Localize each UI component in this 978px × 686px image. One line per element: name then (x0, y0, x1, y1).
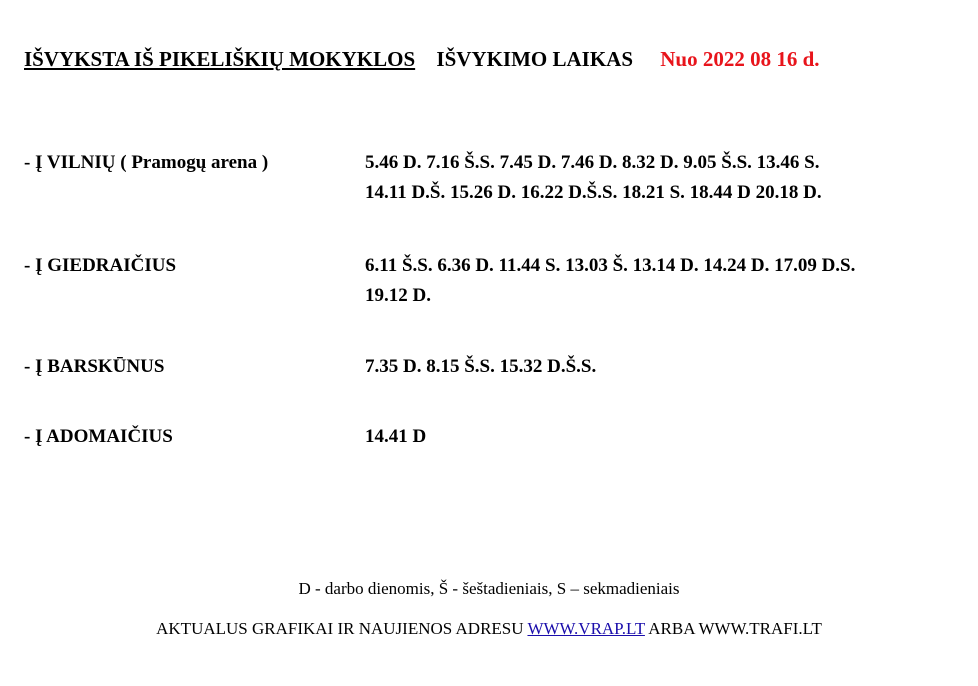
footer-note (0, 618, 978, 640)
route-destination: - Į BARSKŪNUS (24, 356, 165, 377)
vrap-link[interactable]: WWW.VRAP.LT (527, 619, 645, 638)
valid-from-date: Nuo 2022 08 16 d. (660, 47, 820, 71)
day-legend: D - darbo dienomis, Š - šeštadieniais, S – sekmadieniais (298, 579, 680, 598)
route-times-line: 6.11 Š.S. 6.36 D. 11.44 S. 13.03 Š. 13.14 D. 14.24 D. 17.09 D.S. (365, 255, 856, 276)
route-destination: - Į GIEDRAIČIUS (24, 255, 177, 276)
departure-title: IŠVYKSTA IŠ PIKELIŠKIŲ MOKYKLOS (24, 47, 416, 71)
route-times-line: 5.46 D. 7.16 Š.S. 7.45 D. 7.46 D. 8.32 D. 9.05 Š.S. 13.46 S. (365, 152, 820, 173)
route-times (365, 148, 940, 208)
route-times-line: 14.11 D.Š. 15.26 D. 16.22 D.Š.S. 18.21 S. 18.44 D 20.18 D. (365, 182, 822, 203)
route-times-line: 7.35 D. 8.15 Š.S. 15.32 D.Š.S. (365, 356, 597, 377)
route-destination: - Į VILNIŲ ( Pramogų arena ) (24, 152, 269, 173)
route-destination: - Į ADOMAIČIUS (24, 426, 173, 447)
route-times-line: 19.12 D. (365, 285, 431, 306)
route-times (365, 251, 940, 311)
footer-prefix: AKTUALUS GRAFIKAI IR NAUJIENOS ADRESU (156, 619, 528, 638)
footer-suffix: ARBA WWW.TRAFI.LT (644, 619, 822, 638)
route-times-line: 14.41 D (365, 426, 427, 447)
route-times (365, 422, 940, 452)
route-times (365, 352, 940, 382)
schedule-header (24, 46, 954, 72)
departure-time-heading: IŠVYKIMO LAIKAS (436, 47, 634, 71)
